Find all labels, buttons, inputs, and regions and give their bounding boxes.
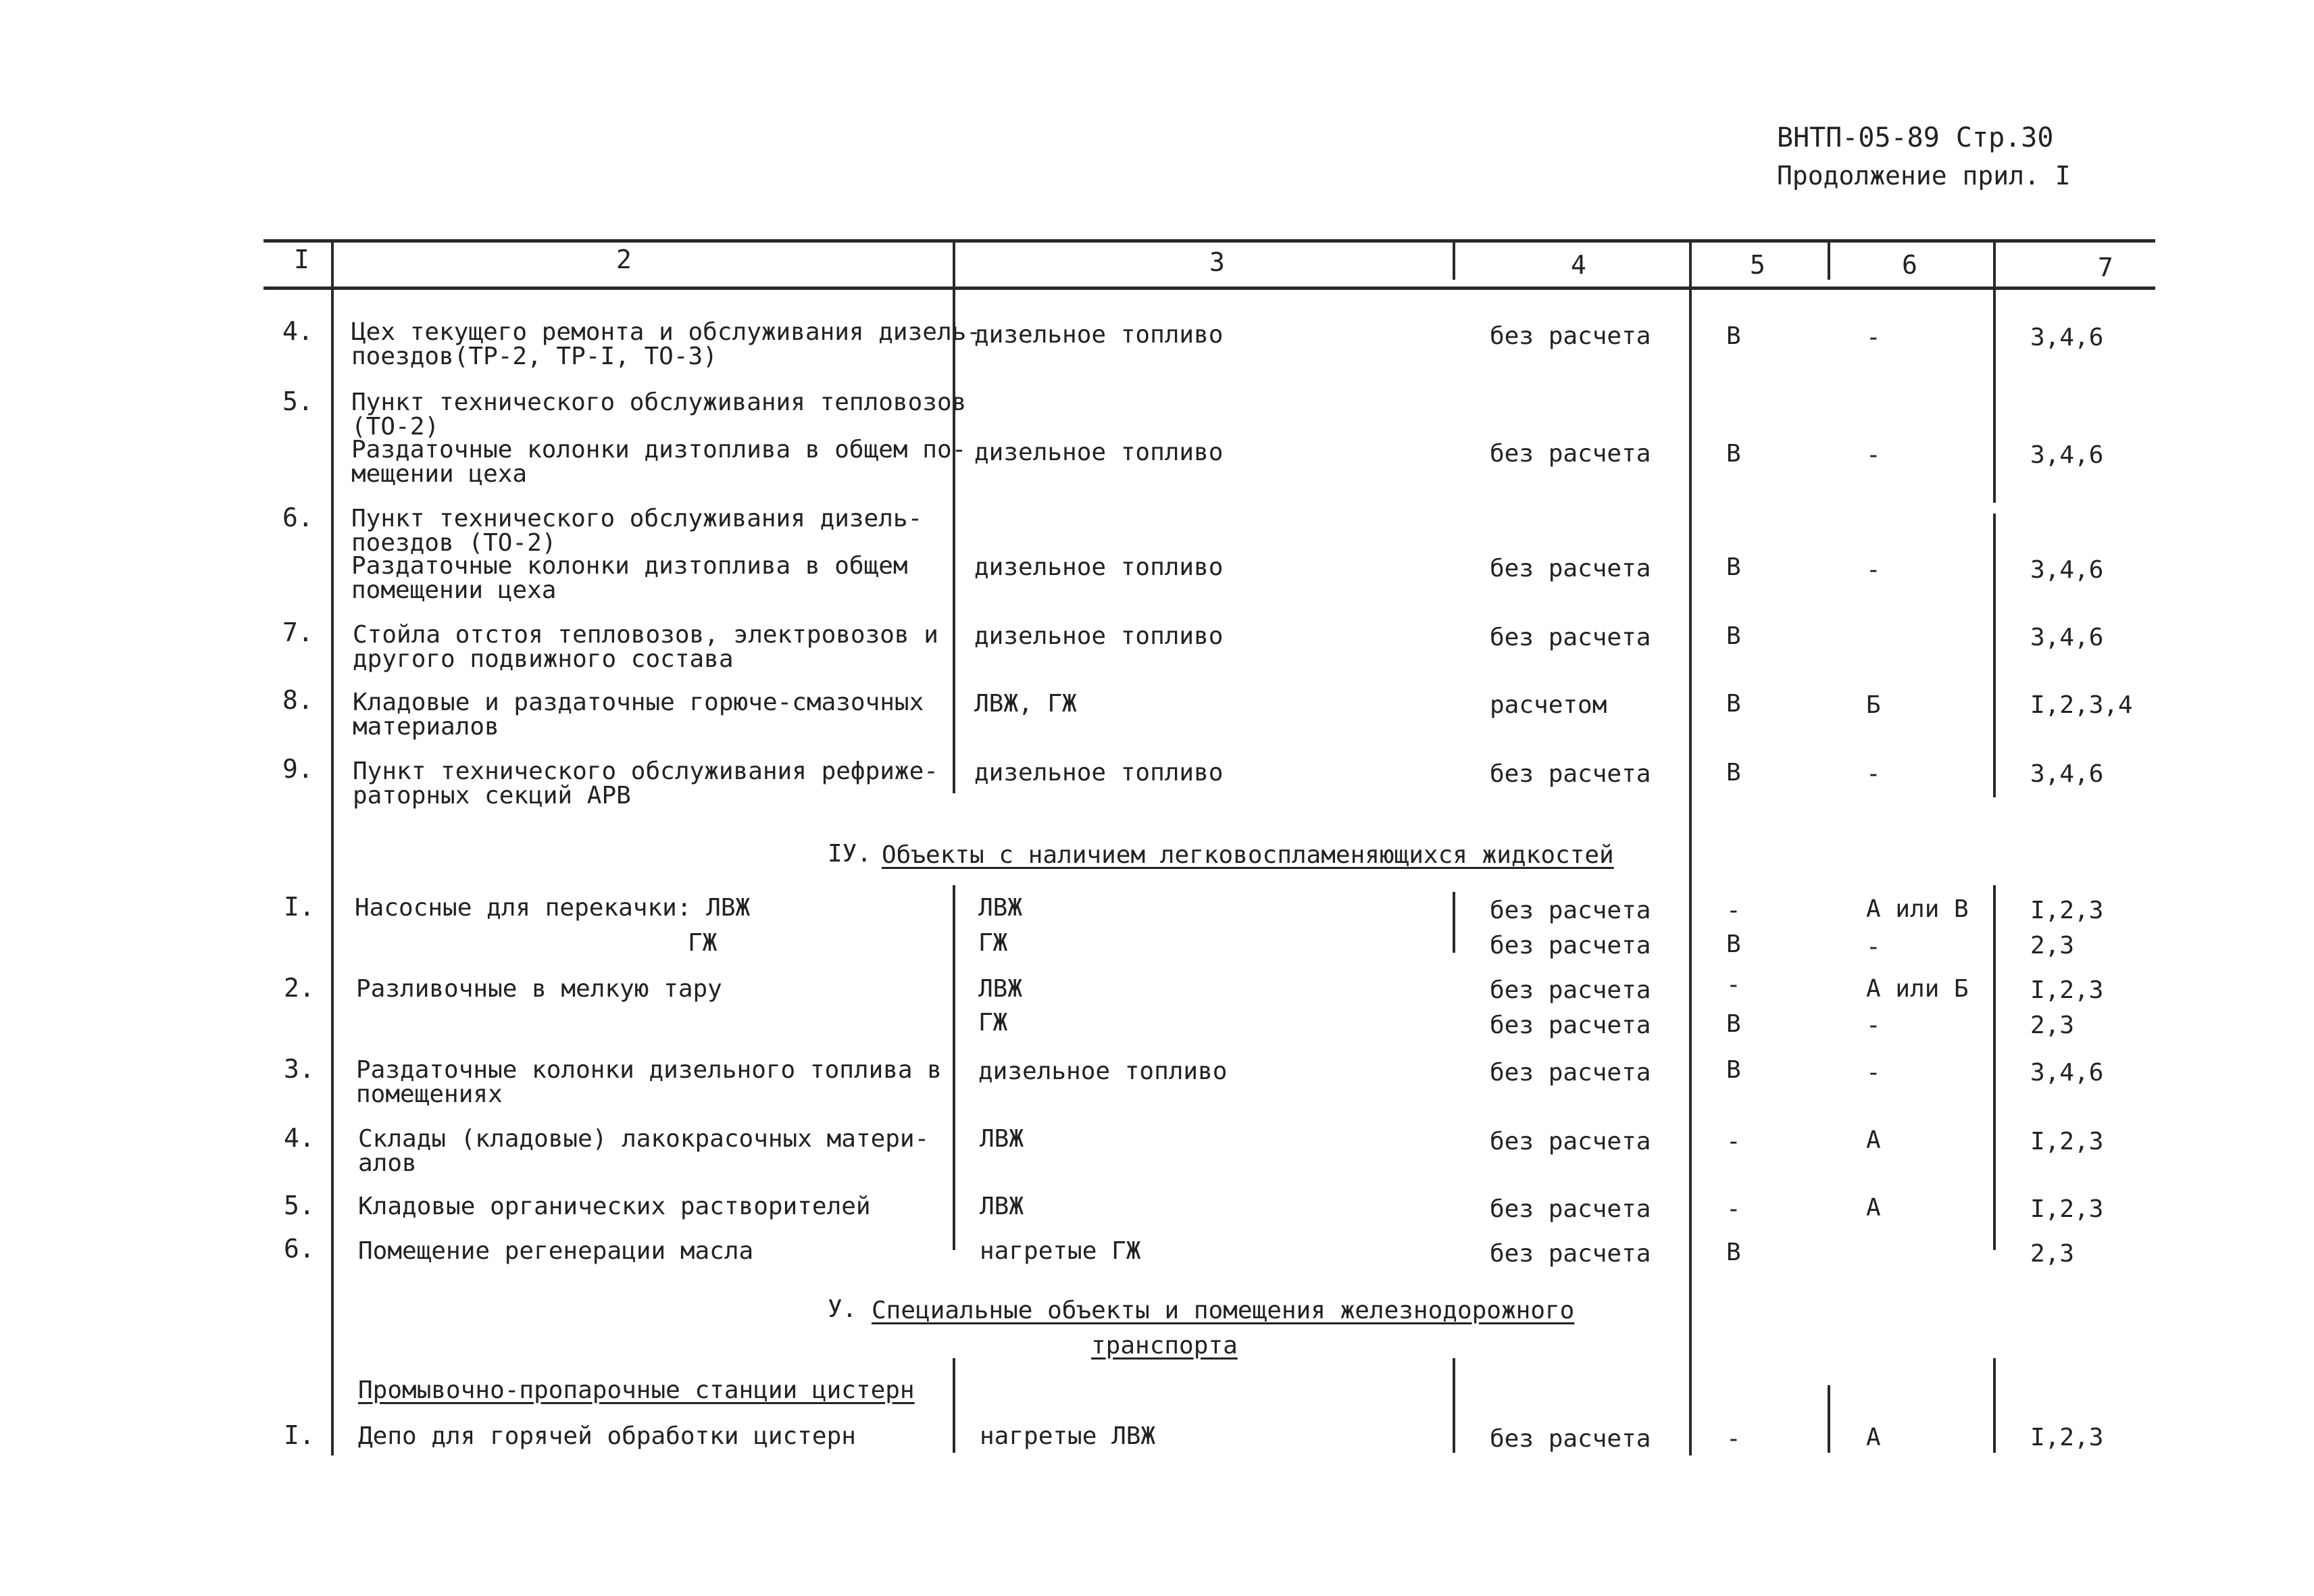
table-header-border	[263, 286, 2155, 290]
column-divider	[1828, 239, 1830, 280]
row-number: 7.	[282, 618, 313, 647]
column-header-4: 4	[1571, 250, 1586, 280]
row-number: 8.	[282, 685, 313, 715]
column-header-7: 7	[2098, 253, 2113, 282]
row-substance: ЛВЖ, ГЖ	[974, 690, 1077, 718]
column-header-2: 2	[616, 245, 632, 274]
row-col7: 3,4,6	[2030, 324, 2104, 351]
row-col6: -	[1866, 1012, 1881, 1039]
row-col6: -	[1866, 1059, 1881, 1087]
row-col6: А или В	[1866, 895, 1969, 923]
column-divider	[953, 885, 955, 1250]
row-col6: -	[1866, 760, 1881, 788]
row-col5: В	[1726, 440, 1741, 468]
row-number: 3.	[284, 1054, 315, 1084]
row-method: без расчета	[1490, 1240, 1651, 1268]
row-method: без расчета	[1490, 976, 1651, 1004]
row-substance: дизельное топливо	[974, 622, 1224, 650]
row-col6: -	[1866, 556, 1881, 584]
row-name: Кладовые и раздаточные горюче-смазочных материалов	[353, 689, 924, 741]
row-col7: 3,4,6	[2030, 624, 2104, 651]
row-col5: -	[1726, 971, 1741, 999]
continuation-note: Продолжение прил. I	[1777, 161, 2071, 191]
row-col6: -	[1866, 324, 1881, 351]
row-method: расчетом	[1490, 691, 1607, 719]
column-header-6: 6	[1902, 250, 1917, 280]
row-name: Пункт технического обслуживания тепловозов (ТО-2)	[351, 389, 967, 441]
row-name: Пункт технического обслуживания рефриже- раторных секций АРВ	[353, 757, 938, 809]
row-method: без расчета	[1490, 1012, 1651, 1039]
row-method: без расчета	[1490, 1128, 1651, 1155]
row-method: без расчета	[1490, 1059, 1651, 1087]
column-divider	[1993, 514, 1996, 797]
row-col6: А	[1866, 1424, 1881, 1451]
row-number: 5.	[282, 386, 313, 416]
row-method: без расчета	[1490, 760, 1651, 788]
row-substance: дизельное топливо	[978, 1057, 1228, 1085]
row-col7: 2,3	[2030, 1012, 2075, 1039]
row-number: 6.	[282, 503, 313, 532]
row-substance: дизельное топливо	[974, 553, 1224, 581]
row-number: 9.	[282, 754, 313, 784]
row-name: Разливочные в мелкую тару	[356, 975, 722, 1003]
row-col7: I,2,3	[2030, 1424, 2104, 1451]
section-iv-prefix: IУ.	[828, 840, 872, 868]
row-col7: I,2,3,4	[2030, 691, 2133, 719]
row-method: без расчета	[1490, 555, 1651, 582]
column-divider	[1453, 239, 1455, 280]
row-subname: Раздаточные колонки дизтоплива в общем по- мещении цеха	[351, 436, 967, 488]
row-name: Пункт технического обслуживания дизель- поездов (ТО-2)	[351, 505, 923, 557]
row-col5: В	[1726, 690, 1741, 718]
row-col6: А	[1866, 1194, 1881, 1222]
row-substance: нагретые ЛВЖ	[980, 1422, 1156, 1450]
row-method: без расчета	[1490, 897, 1651, 924]
row-col7: I,2,3	[2030, 1128, 2104, 1155]
row-col7: I,2,3	[2030, 897, 2104, 924]
row-col6: Б	[1866, 691, 1881, 719]
section-v-subheading: Промывочно-пропарочные станции цистерн	[358, 1376, 915, 1404]
column-header-3: 3	[1209, 247, 1225, 277]
row-method: без расчета	[1490, 624, 1651, 651]
row-col7: 3,4,6	[2030, 556, 2104, 584]
row-substance: нагретые ГЖ	[980, 1237, 1141, 1265]
row-col5: -	[1726, 897, 1741, 924]
row-subname: Раздаточные колонки дизтоплива в общем помещении цеха	[351, 552, 908, 604]
row-substance: ЛВЖ	[980, 1125, 1024, 1153]
section-iv-title: Объекты с наличием легковоспламеняющихся жидкостей	[882, 841, 1614, 869]
row-col5: -	[1726, 1128, 1741, 1155]
row-col7: 3,4,6	[2030, 1059, 2104, 1087]
row-col6: А	[1866, 1126, 1881, 1154]
column-divider	[1993, 1358, 1996, 1453]
row-substance: ГЖ	[978, 1009, 1008, 1037]
row-col5: В	[1726, 1010, 1741, 1038]
row-col5: В	[1726, 553, 1741, 581]
row-col5: -	[1726, 1425, 1741, 1453]
column-header-5: 5	[1750, 250, 1765, 280]
section-v-title-line2: транспорта	[1091, 1332, 1238, 1360]
column-divider	[953, 1358, 955, 1453]
row-col5: В	[1726, 322, 1741, 350]
column-divider	[1828, 1385, 1830, 1453]
column-divider	[331, 239, 334, 1455]
row-method: без расчета	[1490, 932, 1651, 959]
row-col6: -	[1866, 933, 1881, 961]
row-col5: В	[1726, 1056, 1741, 1084]
row-substance: дизельное топливо	[974, 759, 1224, 787]
row-col7: 2,3	[2030, 932, 2075, 959]
row-col5: В	[1726, 930, 1741, 958]
row-name: Стойла отстоя тепловозов, электровозов и другого подвижного состава	[353, 621, 938, 673]
row-substance: ЛВЖ	[980, 1193, 1024, 1220]
row-name: Помещение регенерации масла	[358, 1237, 754, 1265]
column-header-1: I	[294, 245, 309, 274]
row-col7: 3,4,6	[2030, 760, 2104, 788]
row-substance: ЛВЖ	[978, 975, 1023, 1003]
column-divider	[1993, 239, 1996, 503]
row-name: Раздаточные колонки дизельного топлива в помещениях	[356, 1056, 942, 1108]
table-top-border	[263, 239, 2155, 243]
row-number: 2.	[284, 973, 315, 1003]
row-name: Кладовые органических растворителей	[358, 1193, 871, 1220]
row-name: Цех текущего ремонта и обслуживания дизель- поездов(ТР-2, ТР-I, ТО-3)	[351, 318, 981, 370]
row-substance: дизельное топливо	[974, 321, 1224, 349]
row-method: без расчета	[1490, 1425, 1651, 1453]
row-col6: А или Б	[1866, 975, 1969, 1003]
row-substance: ГЖ	[978, 929, 1008, 957]
document-reference: ВНТП-05-89 Стр.30	[1777, 122, 2054, 153]
row-col7: I,2,3	[2030, 976, 2104, 1004]
row-substance: дизельное топливо	[974, 439, 1224, 466]
row-name: Депо для горячей обработки цистерн	[358, 1422, 856, 1450]
row-method: без расчета	[1490, 322, 1651, 350]
row-col5: -	[1726, 1195, 1741, 1223]
column-divider	[1453, 892, 1455, 953]
row-method: без расчета	[1490, 440, 1651, 468]
section-v-prefix: У.	[828, 1295, 857, 1323]
row-name: Насосные для перекачки: ЛВЖ	[355, 894, 751, 922]
row-col5: В	[1726, 1239, 1741, 1266]
row-col7: 2,3	[2030, 1240, 2075, 1268]
row-col5: В	[1726, 622, 1741, 650]
column-divider	[1453, 1358, 1455, 1453]
row-number: 6.	[284, 1234, 315, 1264]
row-method: без расчета	[1490, 1195, 1651, 1223]
row-number: 5.	[284, 1191, 315, 1220]
row-col7: 3,4,6	[2030, 441, 2104, 469]
row-number: 4.	[284, 1123, 315, 1153]
row-col5: В	[1726, 759, 1741, 787]
row-name: ГЖ	[688, 929, 718, 957]
row-col6: -	[1866, 441, 1881, 469]
row-number: 4.	[282, 316, 313, 346]
row-name: Склады (кладовые) лакокрасочных матери- алов	[358, 1125, 930, 1177]
column-divider	[1689, 239, 1692, 1455]
row-substance: ЛВЖ	[978, 894, 1023, 922]
row-number: I.	[284, 1420, 315, 1450]
section-v-title-line1: Специальные объекты и помещения железнодорожного	[872, 1297, 1575, 1324]
row-col7: I,2,3	[2030, 1195, 2104, 1223]
row-number: I.	[284, 892, 315, 922]
column-divider	[1993, 885, 1996, 1250]
